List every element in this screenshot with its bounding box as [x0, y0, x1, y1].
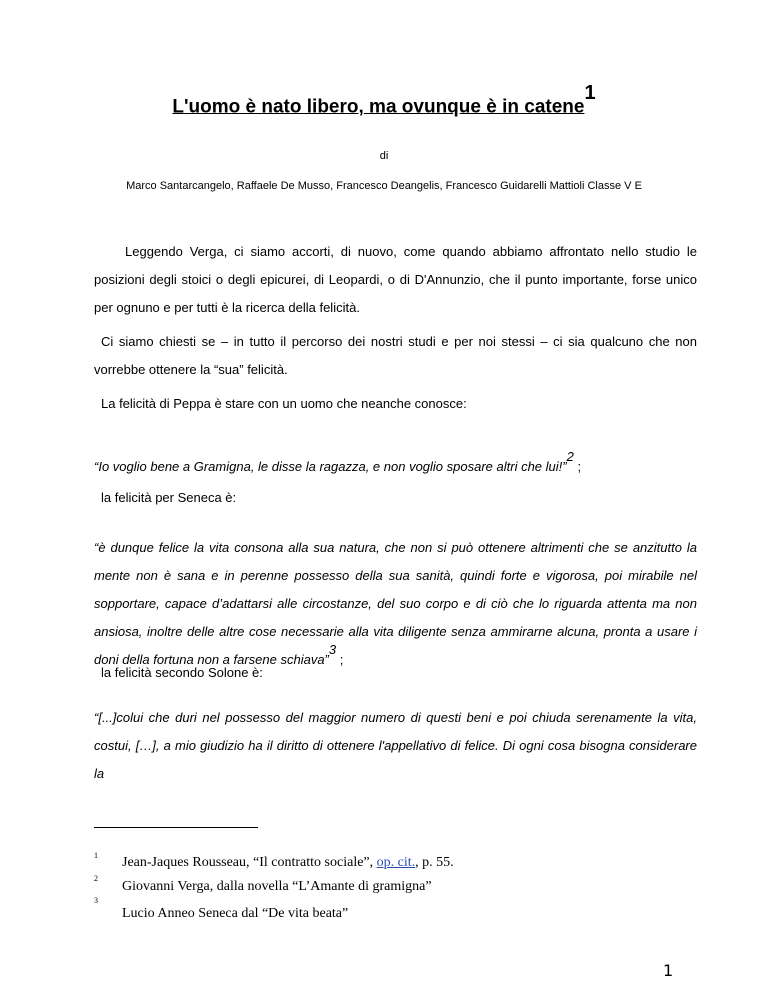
byline: di — [379, 150, 389, 162]
footnote-1-link[interactable]: op. cit. — [376, 855, 416, 870]
quote-seneca-text: “è dunque felice la vita consona alla sua natura, che non si può ottenere altrimenti che se anzitutto la mente non è sana e in perenne possesso della sua sanità, quindi forte e vigorosa, poi mirabile nel sopportare, capace d’adattarsi alle circostanze, del suo corpo e di ciò che lo riguarda attenta ma non ansiosa, inoltre delle altre cose necessarie alla vita diligente senza ammirarne alcuna, pronta a usare i doni della fortuna non a farsene schiava” — [94, 540, 697, 667]
quote-verga — [94, 449, 697, 481]
footnote-ref-3[interactable]: 3 — [328, 642, 337, 657]
paragraph-solone-intro: la felicità secondo Solone è: — [101, 665, 263, 680]
footnote-2: Giovanni Verga, dalla novella “L’Amante di gramigna” — [122, 879, 432, 894]
footnote-number-1: 1 — [94, 851, 98, 860]
page-number: 1 — [663, 961, 674, 980]
page-title — [0, 82, 768, 118]
quote-seneca — [94, 534, 697, 674]
quote-seneca-end: ; — [339, 652, 344, 667]
footnote-1 — [122, 855, 454, 871]
quote-solone-text: “[...]colui che duri nel possesso del maggior numero di questi beni e poi chiuda serenamente la vita, costui, […], a mio giudizio ha il diritto di ottenere l'appellativo di felice. Di ogni cosa bisogna considerare la — [94, 710, 697, 781]
quote-verga-end: ; — [577, 459, 582, 474]
title-text: L'uomo è nato libero, ma ovunque è in catene — [172, 96, 585, 118]
title-footnote-ref[interactable]: 1 — [584, 82, 596, 104]
footnote-ref-2[interactable]: 2 — [566, 449, 574, 464]
footnote-3: Lucio Anneo Seneca dal “De vita beata” — [122, 906, 349, 921]
paragraph-peppa: La felicità di Peppa è stare con un uomo che neanche conosce: — [101, 396, 467, 411]
quote-verga-text: “Io voglio bene a Gramigna, le disse la ragazza, e non voglio sposare altri che lui!” — [94, 459, 567, 474]
footnote-1-page: , p. 55. — [415, 855, 454, 870]
paragraph-question: Ci siamo chiesti se – in tutto il percorso dei nostri studi e per noi stessi – ci sia qualcuno che non vorrebbe ottenere la “sua” felicità. — [94, 334, 697, 377]
paragraph-verga: Leggendo Verga, ci siamo accorti, di nuovo, come quando abbiamo affrontato nello studio le posizioni degli stoici o degli epicurei, di Leopardi, o di D'Annunzio, che il punto importante, forse unico per ognuno e per tutti è la ricerca della felicità. — [94, 244, 697, 315]
footnote-number-2: 2 — [94, 874, 98, 883]
footnote-1-text: Jean-Jaques Rousseau, “Il contratto sociale”, — [122, 855, 377, 870]
quote-solone — [94, 704, 697, 788]
paragraph-seneca-intro: la felicità per Seneca è: — [101, 490, 237, 505]
authors-line: Marco Santarcangelo, Raffaele De Musso, Francesco Deangelis, Francesco Guidarelli Mattioli Classe V E — [126, 180, 642, 192]
footnote-number-3: 3 — [94, 896, 98, 905]
footnote-separator — [94, 827, 258, 828]
